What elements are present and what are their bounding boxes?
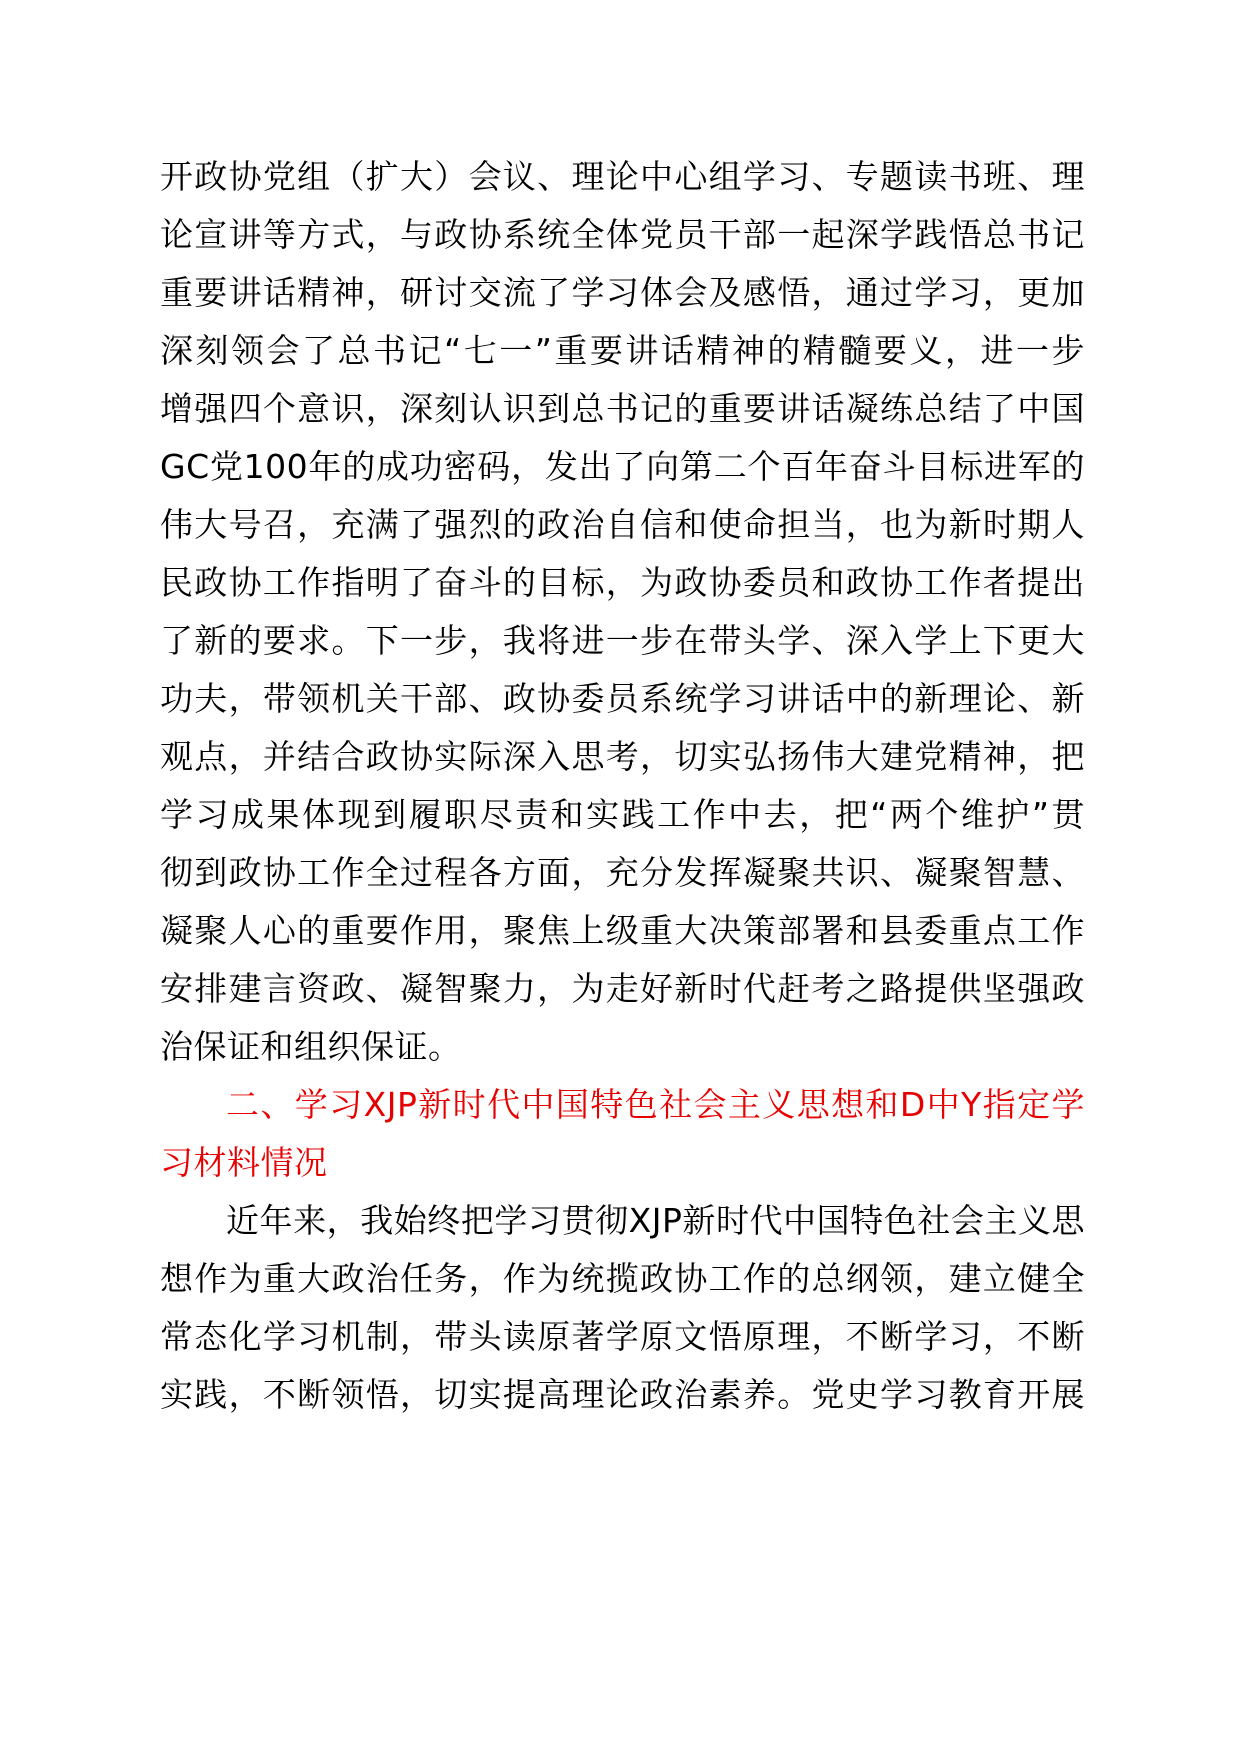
text-line: 凝聚人心的重要作用，聚焦上级重大决策部署和县委重点工作 xyxy=(160,911,1085,950)
text-line: 实践，不断领悟，切实提高理论政治素养。党史学习教育开展 xyxy=(160,1375,1085,1414)
text-line: 治保证和组织保证。 xyxy=(160,1027,462,1066)
text-line: GC党100年的成功密码，发出了向第二个百年奋斗目标进军的 xyxy=(160,447,1085,486)
text-line: 民政协工作指明了奋斗的目标，为政协委员和政协工作者提出 xyxy=(160,563,1085,602)
text-line: 了新的要求。下一步，我将进一步在带头学、深入学上下更大 xyxy=(160,621,1085,660)
text-line: 观点，并结合政协实际深入思考，切实弘扬伟大建党精神，把 xyxy=(160,737,1085,776)
text-line: 彻到政协工作全过程各方面，充分发挥凝聚共识、凝聚智慧、 xyxy=(160,853,1085,892)
text-line: 常态化学习机制，带头读原著学原文悟原理，不断学习，不断 xyxy=(160,1317,1085,1356)
text-line: 学习成果体现到履职尽责和实践工作中去，把“两个维护”贯 xyxy=(160,795,1085,834)
text-line: 深刻领会了总书记“七一”重要讲话精神的精髓要义，进一步 xyxy=(160,331,1085,370)
text-line: 论宣讲等方式，与政协系统全体党员干部一起深学践悟总书记 xyxy=(160,215,1085,254)
text-line: 增强四个意识，深刻认识到总书记的重要讲话凝练总结了中国 xyxy=(160,389,1085,428)
text-line: 想作为重大政治任务，作为统揽政协工作的总纲领，建立健全 xyxy=(160,1259,1085,1298)
heading-line: 习材料情况 xyxy=(160,1143,328,1182)
text-line: 近年来，我始终把学习贯彻XJP新时代中国特色社会主义思 xyxy=(226,1201,1085,1240)
text-line: 伟大号召，充满了强烈的政治自信和使命担当，也为新时期人 xyxy=(160,505,1085,544)
heading-line: 二、学习XJP新时代中国特色社会主义思想和D中Y指定学 xyxy=(226,1085,1085,1124)
text-line: 功夫，带领机关干部、政协委员系统学习讲话中的新理论、新 xyxy=(160,679,1085,718)
text-line: 重要讲话精神，研讨交流了学习体会及感悟，通过学习，更加 xyxy=(160,273,1085,312)
text-line: 安排建言资政、凝智聚力，为走好新时代赶考之路提供坚强政 xyxy=(160,969,1085,1008)
text-line: 开政协党组（扩大）会议、理论中心组学习、专题读书班、理 xyxy=(160,157,1085,196)
